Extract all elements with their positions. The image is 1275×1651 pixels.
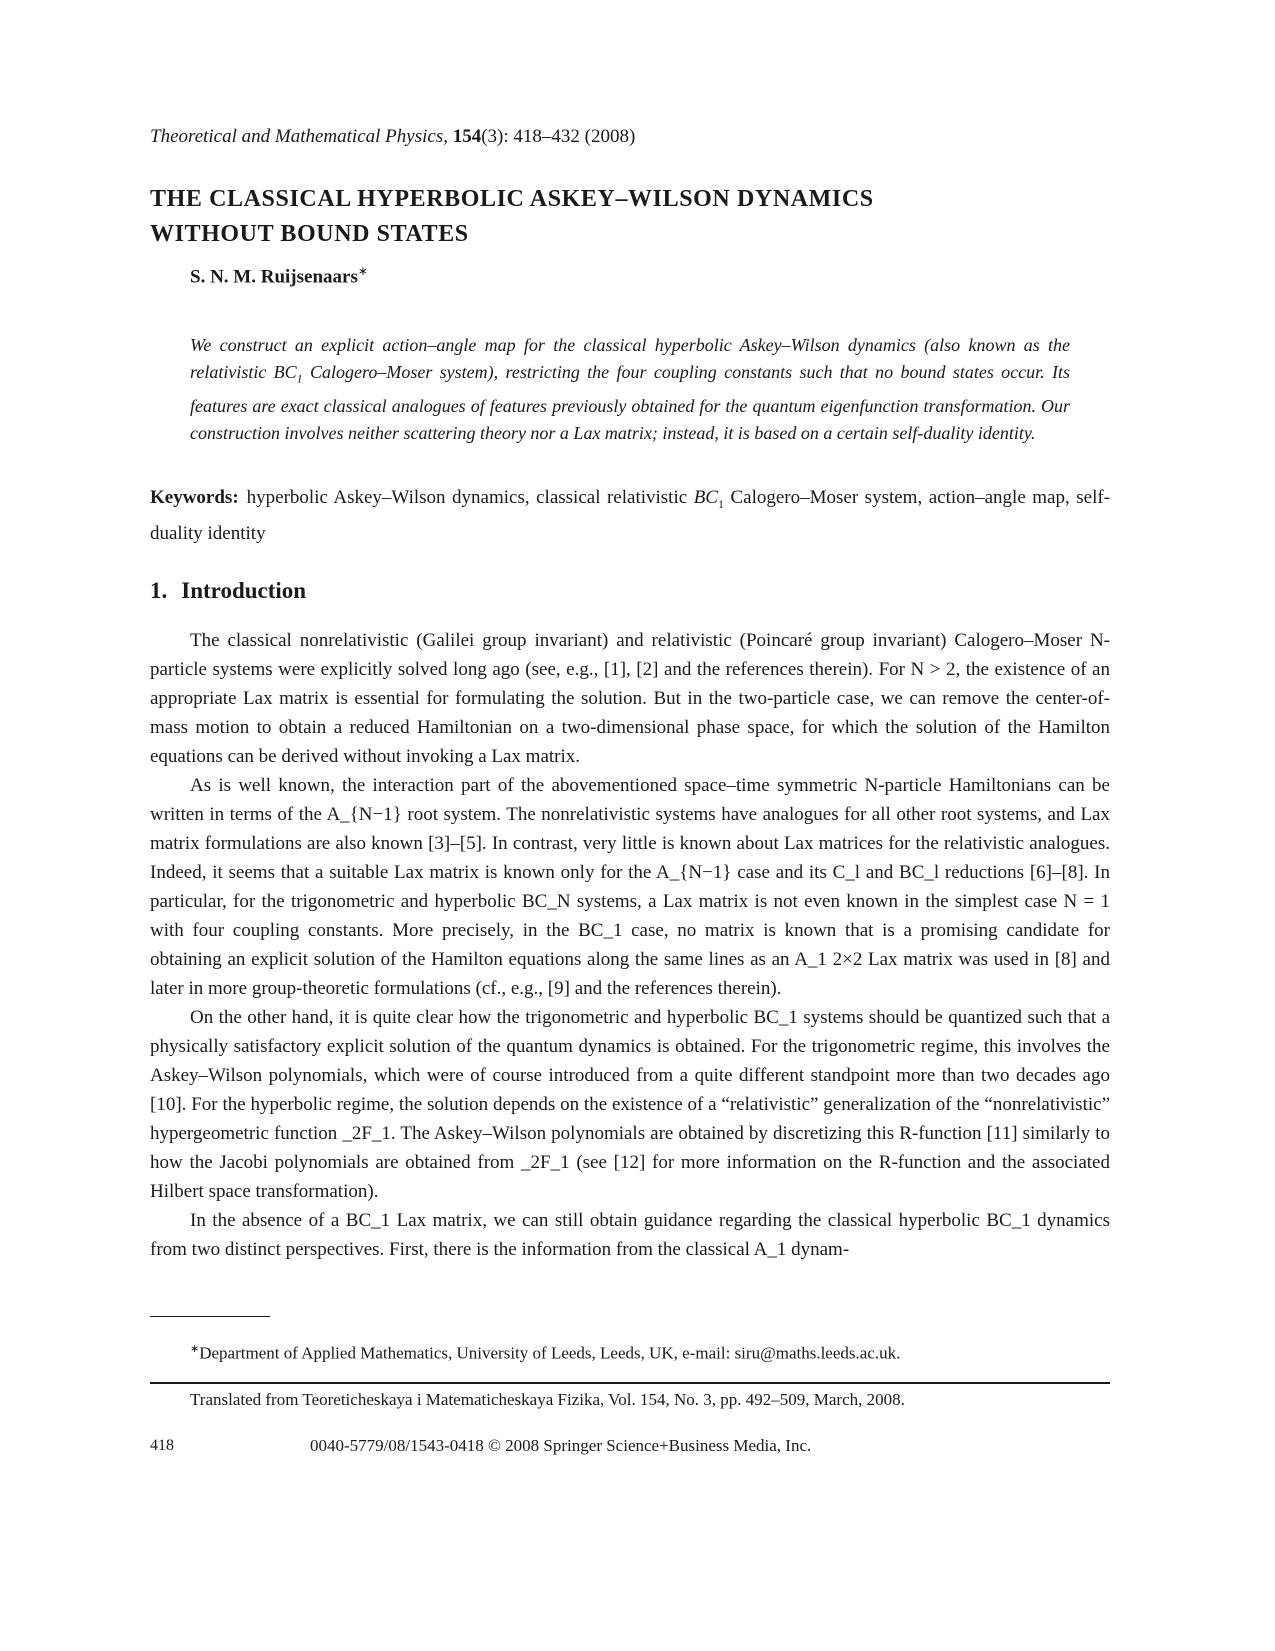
paragraph-4: In the absence of a BC_1 Lax matrix, we can still obtain guidance regarding the classical hyperbolic BC_1 dynamics from two distinct perspectives. First, there is the information from the classical A_1 dynam- bbox=[150, 1209, 1110, 1260]
footnote-mark: ∗ bbox=[190, 1343, 200, 1355]
section-heading bbox=[150, 578, 1110, 604]
introduction-body bbox=[150, 626, 1110, 1264]
paragraph-3: On the other hand, it is quite clear how the trigonometric and hyperbolic BC_1 systems should be quantized such that a physically satisfactory explicit solution of the quantum dynamics is obtained. For the trigonometric regime, this involves the Askey–Wilson polynomials, which were of course introduced from a quite different standpoint more than two decades ago [10]. For the hyperbolic regime, the solution depends on the existence of a “relativistic” generalization of the “nonrelativistic” hypergeometric function _2F_1. The Askey–Wilson polynomials are obtained by discretizing this R-function [11] similarly to how the Jacobi polynomials are obtained from _2F_1 (see [12] for more information on the R-function and the associated Hilbert space transformation). bbox=[150, 1006, 1110, 1202]
footnote-text: Department of Applied Mathematics, University of Leeds, Leeds, UK, e-mail: siru@maths.leeds.ac.uk. bbox=[199, 1343, 901, 1363]
author-name: S. N. M. Ruijsenaars bbox=[190, 266, 358, 288]
keywords-part-1: hyperbolic Askey–Wilson dynamics, classical relativistic bbox=[246, 486, 694, 508]
paragraph-1: The classical nonrelativistic (Galilei group invariant) and relativistic (Poincaré group invariant) Calogero–Moser N-particle systems were explicitly solved long ago (see, e.g., [1], [2] and the references therein). For N > 2, the existence of an appropriate Lax matrix is essential for formulating the solution. But in the two-particle case, we can remove the center-of-mass motion to obtain a reduced Hamiltonian on a two-dimensional phase space, for which the solution of the Hamilton equations can be derived without invoking a Lax matrix. bbox=[150, 629, 1110, 767]
journal-issue-pages: (3): 418–432 (2008) bbox=[481, 126, 636, 147]
title-line-2: WITHOUT BOUND STATES bbox=[150, 221, 469, 247]
author bbox=[190, 264, 1110, 288]
abstract-part-2: Calogero–Moser system), restricting the four coupling constants such that no bound states occur. Its features are exact classical analogues of features previously obtained for the quantum eigenfunction transformation. Our construction involves neither scattering theory nor a Lax matrix; instead, it is based on a certain self-duality identity. bbox=[190, 362, 1070, 443]
keywords-bc: BC bbox=[693, 486, 718, 508]
keywords-bc-sub: 1 bbox=[717, 496, 724, 511]
section-title: Introduction bbox=[181, 577, 307, 603]
page-number: 418 bbox=[150, 1437, 174, 1454]
abstract-bc1-sub: 1 bbox=[296, 371, 303, 386]
section-number: 1. bbox=[150, 577, 168, 603]
paper-page bbox=[150, 126, 1110, 1264]
footer-rule bbox=[150, 1382, 1110, 1384]
journal-name: Theoretical and Mathematical Physics, bbox=[150, 126, 448, 147]
journal-volume: 154 bbox=[452, 126, 482, 147]
abstract-part-1: We construct an explicit action–angle map for the classical hyperbolic Askey–Wilson dynamics (also known as the relativistic bbox=[190, 335, 1070, 383]
issn-copyright: 0040-5779/08/1543-0418 © 2008 Springer Science+Business Media, Inc. bbox=[310, 1436, 812, 1455]
title-line-1: THE CLASSICAL HYPERBOLIC ASKEY–WILSON DYNAMICS bbox=[150, 186, 874, 212]
journal-citation bbox=[150, 126, 1110, 148]
keywords bbox=[150, 483, 1110, 548]
keywords-part-2: Calogero–Moser system, action–angle map, self-duality identity bbox=[150, 486, 1111, 544]
footnote-rule bbox=[150, 1316, 270, 1317]
footnote bbox=[190, 1342, 900, 1364]
paragraph-2: As is well known, the interaction part of the abovementioned space–time symmetric N-particle Hamiltonians can be written in terms of the A_{N−1} root system. The nonrelativistic systems have analogues for all other root systems, and Lax matrix formulations are also known [3]–[5]. In contrast, very little is known about Lax matrices for the relativistic analogues. Indeed, it seems that a suitable Lax matrix is known only for the A_{N−1} case and its C_l and BC_l reductions [6]–[8]. In particular, for the trigonometric and hyperbolic BC_N systems, a Lax matrix is not even known in the simplest case N = 1 with four coupling constants. More precisely, in the BC_1 case, no matrix is known that is a promising candidate for obtaining an explicit solution of the Hamilton equations along the same lines as an A_1 2×2 Lax matrix was used in [8] and later in more group-theoretic formulations (cf., e.g., [9] and the references therein). bbox=[150, 774, 1110, 999]
abstract-bc1: BC bbox=[273, 362, 297, 383]
abstract bbox=[190, 332, 1070, 447]
paper-title bbox=[150, 182, 1110, 252]
keywords-label: Keywords: bbox=[150, 486, 239, 508]
translation-note: Translated from Teoreticheskaya i Matematicheskaya Fizika, Vol. 154, No. 3, pp. 492–509, March, 2008. bbox=[190, 1390, 905, 1409]
author-footnote-mark: ∗ bbox=[357, 264, 368, 278]
